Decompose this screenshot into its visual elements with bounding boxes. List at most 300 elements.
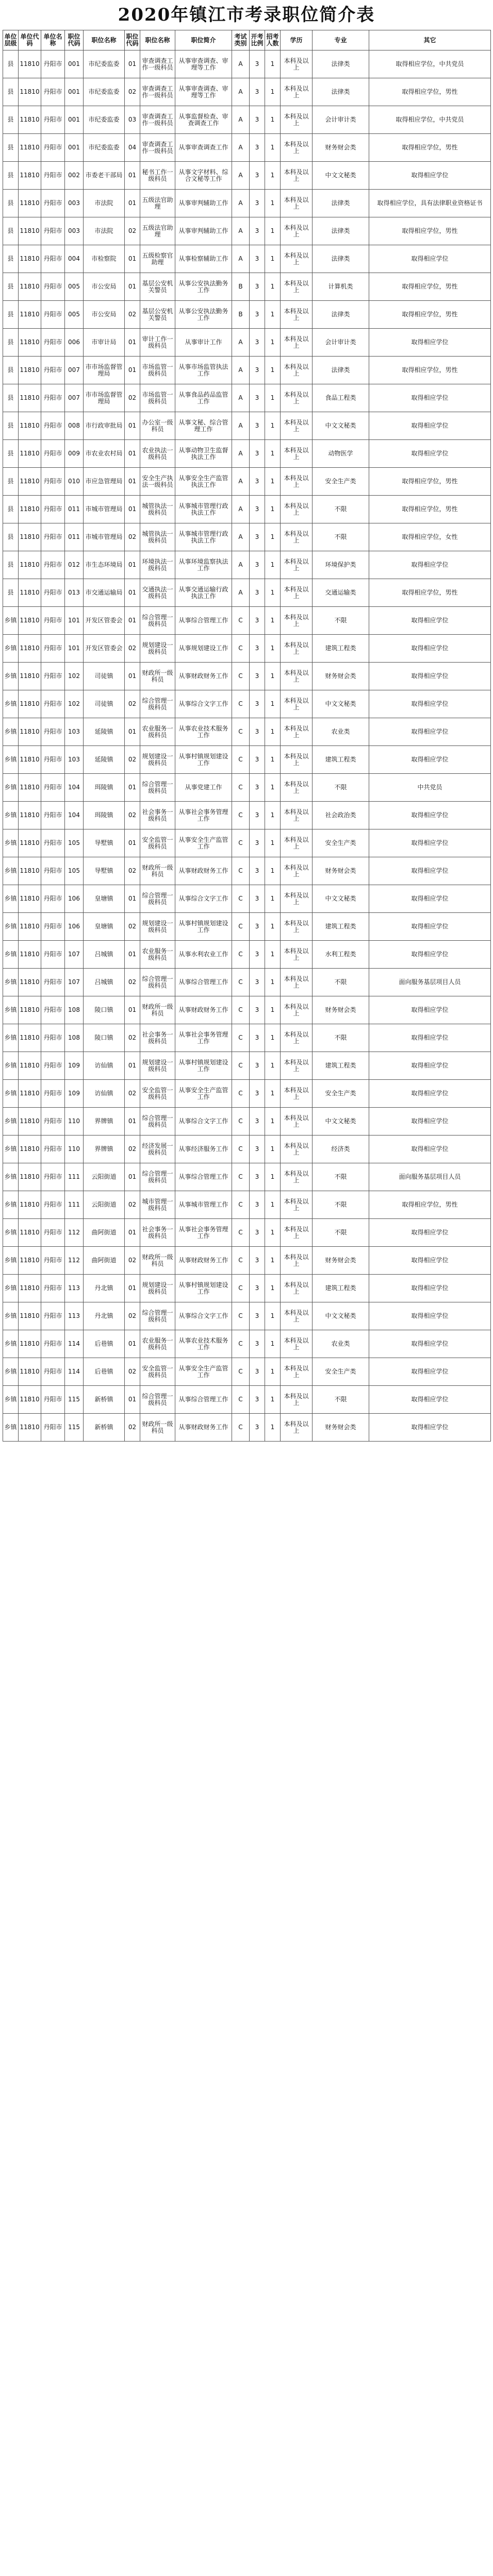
table-cell: 财政所一级科员 [140,1247,175,1275]
table-cell: 五级检察官助理 [140,245,175,273]
table-cell: 01 [125,1163,140,1191]
table-cell: 3 [250,579,265,607]
table-cell: 界牌镇 [84,1108,125,1136]
table-cell: 取得相应学位，男性 [369,301,491,329]
table-cell: 01 [125,273,140,301]
table-cell: 丹阳市 [41,551,65,579]
table-cell: 从事综合管理工作 [175,969,232,996]
table-cell: 从事综合文字工作 [175,1302,232,1330]
table-row [3,496,491,523]
table-cell: 中文文秘类 [313,885,369,913]
table-cell: 本科及以上 [281,301,313,329]
table-cell: 法律类 [313,190,369,217]
table-cell: 1 [265,357,281,384]
table-cell: 安全生产类 [313,468,369,496]
table-cell: 审查调查工作一级科员 [140,134,175,162]
column-header: 招考人数 [265,30,281,50]
table-row [3,996,491,1024]
table-row [3,1302,491,1330]
table-cell: 县 [3,523,19,551]
table-cell: 3 [250,774,265,802]
table-cell: 11810 [19,1163,41,1191]
table-cell: 取得相应学位 [369,1080,491,1108]
table-cell: 008 [65,412,84,440]
table-cell: 财务财会类 [313,1414,369,1442]
table-cell: 取得相应学位 [369,329,491,357]
table-cell: 丹阳市 [41,1302,65,1330]
table-cell: A [232,579,250,607]
table-cell: 本科及以上 [281,412,313,440]
table-cell: 丹阳市 [41,1386,65,1414]
table-cell: 从事市场监管执法工作 [175,357,232,384]
table-cell: 02 [125,1080,140,1108]
table-cell: 本科及以上 [281,607,313,635]
table-cell: 3 [250,718,265,746]
table-cell: 丹北镇 [84,1302,125,1330]
table-cell: 104 [65,774,84,802]
table-cell: 1 [265,913,281,941]
table-cell: 111 [65,1163,84,1191]
table-cell: 规划建设一级科员 [140,746,175,774]
table-cell: 市纪委监委 [84,50,125,78]
table-cell: 从事环境监察执法工作 [175,551,232,579]
table-row [3,384,491,412]
table-cell: 1 [265,579,281,607]
table-cell: 规划建设一级科员 [140,913,175,941]
table-cell: 3 [250,690,265,718]
table-cell: 乡镇 [3,1108,19,1136]
table-cell: 107 [65,969,84,996]
table-cell: 11810 [19,273,41,301]
table-cell: 环境执法一级科员 [140,551,175,579]
table-cell: 106 [65,913,84,941]
table-cell: 本科及以上 [281,774,313,802]
table-cell: 3 [250,607,265,635]
table-cell: 01 [125,329,140,357]
table-cell: 本科及以上 [281,913,313,941]
table-cell: 01 [125,663,140,690]
table-cell: 本科及以上 [281,579,313,607]
table-cell: 本科及以上 [281,718,313,746]
table-cell: C [232,774,250,802]
table-cell: 取得相应学位 [369,384,491,412]
table-cell: 市法院 [84,217,125,245]
table-cell: 乡镇 [3,1302,19,1330]
table-cell: 102 [65,663,84,690]
table-cell: 从事安全生产监管工作 [175,1358,232,1386]
table-cell: 城管执法一级科员 [140,496,175,523]
table-cell: 乡镇 [3,607,19,635]
table-cell: 11810 [19,1330,41,1358]
table-cell: 3 [250,885,265,913]
table-cell: 丹阳市 [41,134,65,162]
table-cell: 3 [250,523,265,551]
table-cell: 不限 [313,1386,369,1414]
table-cell: 从事村镇规划建设工作 [175,1052,232,1080]
table-cell: 取得相应学位 [369,1358,491,1386]
table-cell: 皇塘镇 [84,913,125,941]
table-cell: 1 [265,1275,281,1302]
table-cell: 取得相应学位 [369,1108,491,1136]
table-cell: 1 [265,1414,281,1442]
table-cell: 02 [125,746,140,774]
table-cell: 农业服务一级科员 [140,718,175,746]
table-cell: 丹北镇 [84,1275,125,1302]
table-cell: 建筑工程类 [313,1275,369,1302]
table-cell: 1 [265,384,281,412]
table-cell: 115 [65,1414,84,1442]
table-cell: 从事食品药品监管工作 [175,384,232,412]
table-cell: 中文文秘类 [313,162,369,190]
table-cell: C [232,829,250,857]
table-cell: 114 [65,1358,84,1386]
table-cell: A [232,357,250,384]
table-cell: 乡镇 [3,829,19,857]
table-row [3,607,491,635]
table-cell: 丹阳市 [41,523,65,551]
table-cell: 财务财会类 [313,857,369,885]
table-cell: 11810 [19,579,41,607]
table-cell: 从事文字材料、综合文秘等工作 [175,162,232,190]
table-cell: 1 [265,329,281,357]
table-cell: 1 [265,1052,281,1080]
table-cell: 011 [65,523,84,551]
column-header: 专业 [313,30,369,50]
table-cell: C [232,635,250,663]
table-cell: 建筑工程类 [313,635,369,663]
table-cell: 从事文秘、综合管理工作 [175,412,232,440]
table-cell: C [232,1414,250,1442]
table-cell: 1 [265,1163,281,1191]
table-cell: 本科及以上 [281,829,313,857]
table-cell: 从事审查调查工作 [175,134,232,162]
table-cell: C [232,1108,250,1136]
table-cell: 从事审查调查、审理等工作 [175,50,232,78]
table-cell: 104 [65,802,84,829]
table-cell: 003 [65,190,84,217]
table-cell: 012 [65,551,84,579]
table-cell: 乡镇 [3,969,19,996]
table-cell: 面向服务基层项目人员 [369,1163,491,1191]
table-cell: A [232,106,250,134]
table-cell: 财政所一级科员 [140,996,175,1024]
table-cell: A [232,190,250,217]
table-cell: 本科及以上 [281,1358,313,1386]
table-cell: 县 [3,357,19,384]
table-cell: 取得相应学位 [369,245,491,273]
table-cell: 108 [65,1024,84,1052]
table-cell: 取得相应学位 [369,885,491,913]
table-row [3,1358,491,1386]
table-cell: 11810 [19,635,41,663]
table-cell: 财务财会类 [313,134,369,162]
table-cell: 110 [65,1136,84,1163]
table-row [3,857,491,885]
table-cell: A [232,78,250,106]
table-cell: 城市管理一级科员 [140,1191,175,1219]
table-cell: 交通运输类 [313,579,369,607]
table-cell: 丹阳市 [41,1191,65,1219]
table-cell: 安全生产执法一级科员 [140,468,175,496]
table-cell: 取得相应学位 [369,1414,491,1442]
table-cell: 皇塘镇 [84,885,125,913]
table-cell: 本科及以上 [281,635,313,663]
table-cell: 11810 [19,941,41,969]
table-cell: 取得相应学位 [369,551,491,579]
table-cell: 市城市管理局 [84,523,125,551]
table-cell: 11810 [19,774,41,802]
table-row [3,329,491,357]
table-cell: 食品工程类 [313,384,369,412]
table-cell: 01 [125,1219,140,1247]
table-cell: 11810 [19,1136,41,1163]
table-cell: 会计审计类 [313,106,369,134]
table-cell: 取得相应学位 [369,1219,491,1247]
table-cell: 1 [265,746,281,774]
table-cell: 取得相应学位 [369,718,491,746]
table-cell: 从事监督检查、审查调查工作 [175,106,232,134]
table-cell: 安全监管一级科员 [140,829,175,857]
table-cell: 市场监管一级科员 [140,384,175,412]
table-cell: 导墅镇 [84,857,125,885]
table-cell: 从事村镇规划建设工作 [175,1275,232,1302]
table-cell: 3 [250,1163,265,1191]
table-cell: 财政所一级科员 [140,663,175,690]
table-cell: 1 [265,1247,281,1275]
table-cell: 11810 [19,134,41,162]
table-cell: 从事审判辅助工作 [175,190,232,217]
table-cell: 市城市管理局 [84,496,125,523]
column-header: 职位代码 [125,30,140,50]
table-cell: 经济类 [313,1136,369,1163]
table-cell: 02 [125,802,140,829]
table-cell: 11810 [19,607,41,635]
table-cell: C [232,1024,250,1052]
table-cell: C [232,857,250,885]
table-cell: 云阳街道 [84,1163,125,1191]
table-cell: 从事综合文字工作 [175,885,232,913]
table-cell: 取得相应学位 [369,1386,491,1414]
table-cell: 3 [250,106,265,134]
table-cell: 3 [250,1024,265,1052]
table-cell: C [232,969,250,996]
table-cell: 取得相应学位 [369,412,491,440]
table-cell: 103 [65,718,84,746]
table-row [3,50,491,78]
table-cell: 取得相应学位 [369,690,491,718]
table-cell: 县 [3,329,19,357]
table-cell: 市审计局 [84,329,125,357]
table-cell: C [232,996,250,1024]
table-cell: 县 [3,162,19,190]
table-row [3,1024,491,1052]
table-cell: 市市场监督管理局 [84,384,125,412]
table-cell: 取得相应学位 [369,1275,491,1302]
table-cell: 01 [125,579,140,607]
table-cell: 3 [250,969,265,996]
table-cell: 从事财政财务工作 [175,663,232,690]
table-cell: 综合管理一级科员 [140,1386,175,1414]
table-cell: 11810 [19,78,41,106]
table-cell: 从事财政财务工作 [175,1247,232,1275]
table-cell: 取得相应学位 [369,1024,491,1052]
table-cell: 3 [250,190,265,217]
column-header: 考试类别 [232,30,250,50]
table-row [3,273,491,301]
table-cell: 本科及以上 [281,50,313,78]
table-cell: 02 [125,1247,140,1275]
table-cell: 综合管理一级科员 [140,774,175,802]
table-cell: 丹阳市 [41,885,65,913]
table-cell: 从事审查调查、审理等工作 [175,78,232,106]
table-cell: 本科及以上 [281,1330,313,1358]
table-cell: 本科及以上 [281,941,313,969]
table-cell: 11810 [19,440,41,468]
table-cell: 乡镇 [3,1163,19,1191]
table-cell: 从事综合管理工作 [175,1386,232,1414]
table-cell: B [232,273,250,301]
table-cell: 004 [65,245,84,273]
table-row [3,190,491,217]
table-cell: A [232,134,250,162]
table-cell: 丹阳市 [41,468,65,496]
table-cell: 从事党建工作 [175,774,232,802]
table-cell: 1 [265,1024,281,1052]
table-cell: 丹阳市 [41,190,65,217]
table-cell: 001 [65,106,84,134]
table-cell: 3 [250,857,265,885]
table-cell: 01 [125,190,140,217]
table-cell: 本科及以上 [281,885,313,913]
table-cell: 丹阳市 [41,1108,65,1136]
table-cell: 1 [265,996,281,1024]
table-cell: 1 [265,496,281,523]
table-cell: 11810 [19,496,41,523]
table-row [3,746,491,774]
table-row [3,969,491,996]
table-cell: 01 [125,996,140,1024]
table-cell: 02 [125,523,140,551]
table-cell: 03 [125,106,140,134]
table-cell: 基层公安机关警员 [140,273,175,301]
table-cell: 本科及以上 [281,1247,313,1275]
table-cell: 取得相应学位 [369,1247,491,1275]
table-cell: 1 [265,829,281,857]
table-cell: 009 [65,440,84,468]
table-cell: 3 [250,746,265,774]
table-cell: 本科及以上 [281,1136,313,1163]
table-cell: 11810 [19,1219,41,1247]
table-row [3,245,491,273]
table-row [3,1191,491,1219]
table-cell: 11810 [19,412,41,440]
table-cell: 市交通运输局 [84,579,125,607]
table-cell: 乡镇 [3,1136,19,1163]
table-cell: 丹阳市 [41,50,65,78]
table-cell: 1 [265,802,281,829]
table-row [3,1247,491,1275]
table-row [3,78,491,106]
table-cell: 从事财政财务工作 [175,996,232,1024]
table-cell: 3 [250,50,265,78]
table-row [3,635,491,663]
table-cell: 取得相应学位 [369,607,491,635]
table-cell: C [232,718,250,746]
table-cell: 本科及以上 [281,1275,313,1302]
table-cell: 法律类 [313,301,369,329]
table-cell: 从事社会事务管理工作 [175,1024,232,1052]
table-cell: 本科及以上 [281,217,313,245]
table-cell: 丹阳市 [41,1024,65,1052]
table-cell: 本科及以上 [281,1024,313,1052]
table-cell: 开发区管委会 [84,635,125,663]
table-cell: 导墅镇 [84,829,125,857]
table-cell: 本科及以上 [281,1219,313,1247]
table-cell: 11810 [19,1302,41,1330]
table-cell: 本科及以上 [281,273,313,301]
table-cell: 02 [125,690,140,718]
table-cell: 丹阳市 [41,1358,65,1386]
table-cell: 取得相应学位，男性 [369,357,491,384]
table-cell: 市市场监督管理局 [84,357,125,384]
table-cell: A [232,245,250,273]
table-cell: 本科及以上 [281,690,313,718]
table-cell: 延陵镇 [84,746,125,774]
table-cell: 本科及以上 [281,134,313,162]
table-cell: C [232,1080,250,1108]
table-cell: 面向服务基层项目人员 [369,969,491,996]
table-row [3,1052,491,1080]
table-cell: 乡镇 [3,996,19,1024]
table-row [3,1163,491,1191]
table-cell: 不限 [313,1024,369,1052]
table-cell: 从事交通运输行政执法工作 [175,579,232,607]
table-cell: 中文文秘类 [313,1108,369,1136]
table-cell: 1 [265,969,281,996]
table-row [3,1414,491,1442]
table-row [3,523,491,551]
table-cell: 3 [250,551,265,579]
table-cell: 安全监管一级科员 [140,1358,175,1386]
table-row [3,551,491,579]
table-cell: 从事综合管理工作 [175,607,232,635]
table-cell: 取得相应学位，女性 [369,523,491,551]
table-cell: 106 [65,885,84,913]
table-cell: 本科及以上 [281,245,313,273]
table-cell: 本科及以上 [281,663,313,690]
table-cell: 市农业农村局 [84,440,125,468]
table-cell: 丹阳市 [41,829,65,857]
table-cell: 丹阳市 [41,857,65,885]
table-cell: 1 [265,106,281,134]
table-cell: 1 [265,885,281,913]
table-cell: 11810 [19,1052,41,1080]
table-cell: 3 [250,1414,265,1442]
table-cell: 本科及以上 [281,357,313,384]
table-cell: 中文文秘类 [313,412,369,440]
table-cell: 乡镇 [3,1191,19,1219]
table-cell: 市行政审批局 [84,412,125,440]
table-cell: 从事水利农业工作 [175,941,232,969]
table-cell: 3 [250,468,265,496]
table-row [3,106,491,134]
table-cell: 县 [3,106,19,134]
table-cell: 财务财会类 [313,996,369,1024]
table-row [3,134,491,162]
table-cell: 本科及以上 [281,1386,313,1414]
table-cell: 丹阳市 [41,635,65,663]
table-cell: 县 [3,273,19,301]
